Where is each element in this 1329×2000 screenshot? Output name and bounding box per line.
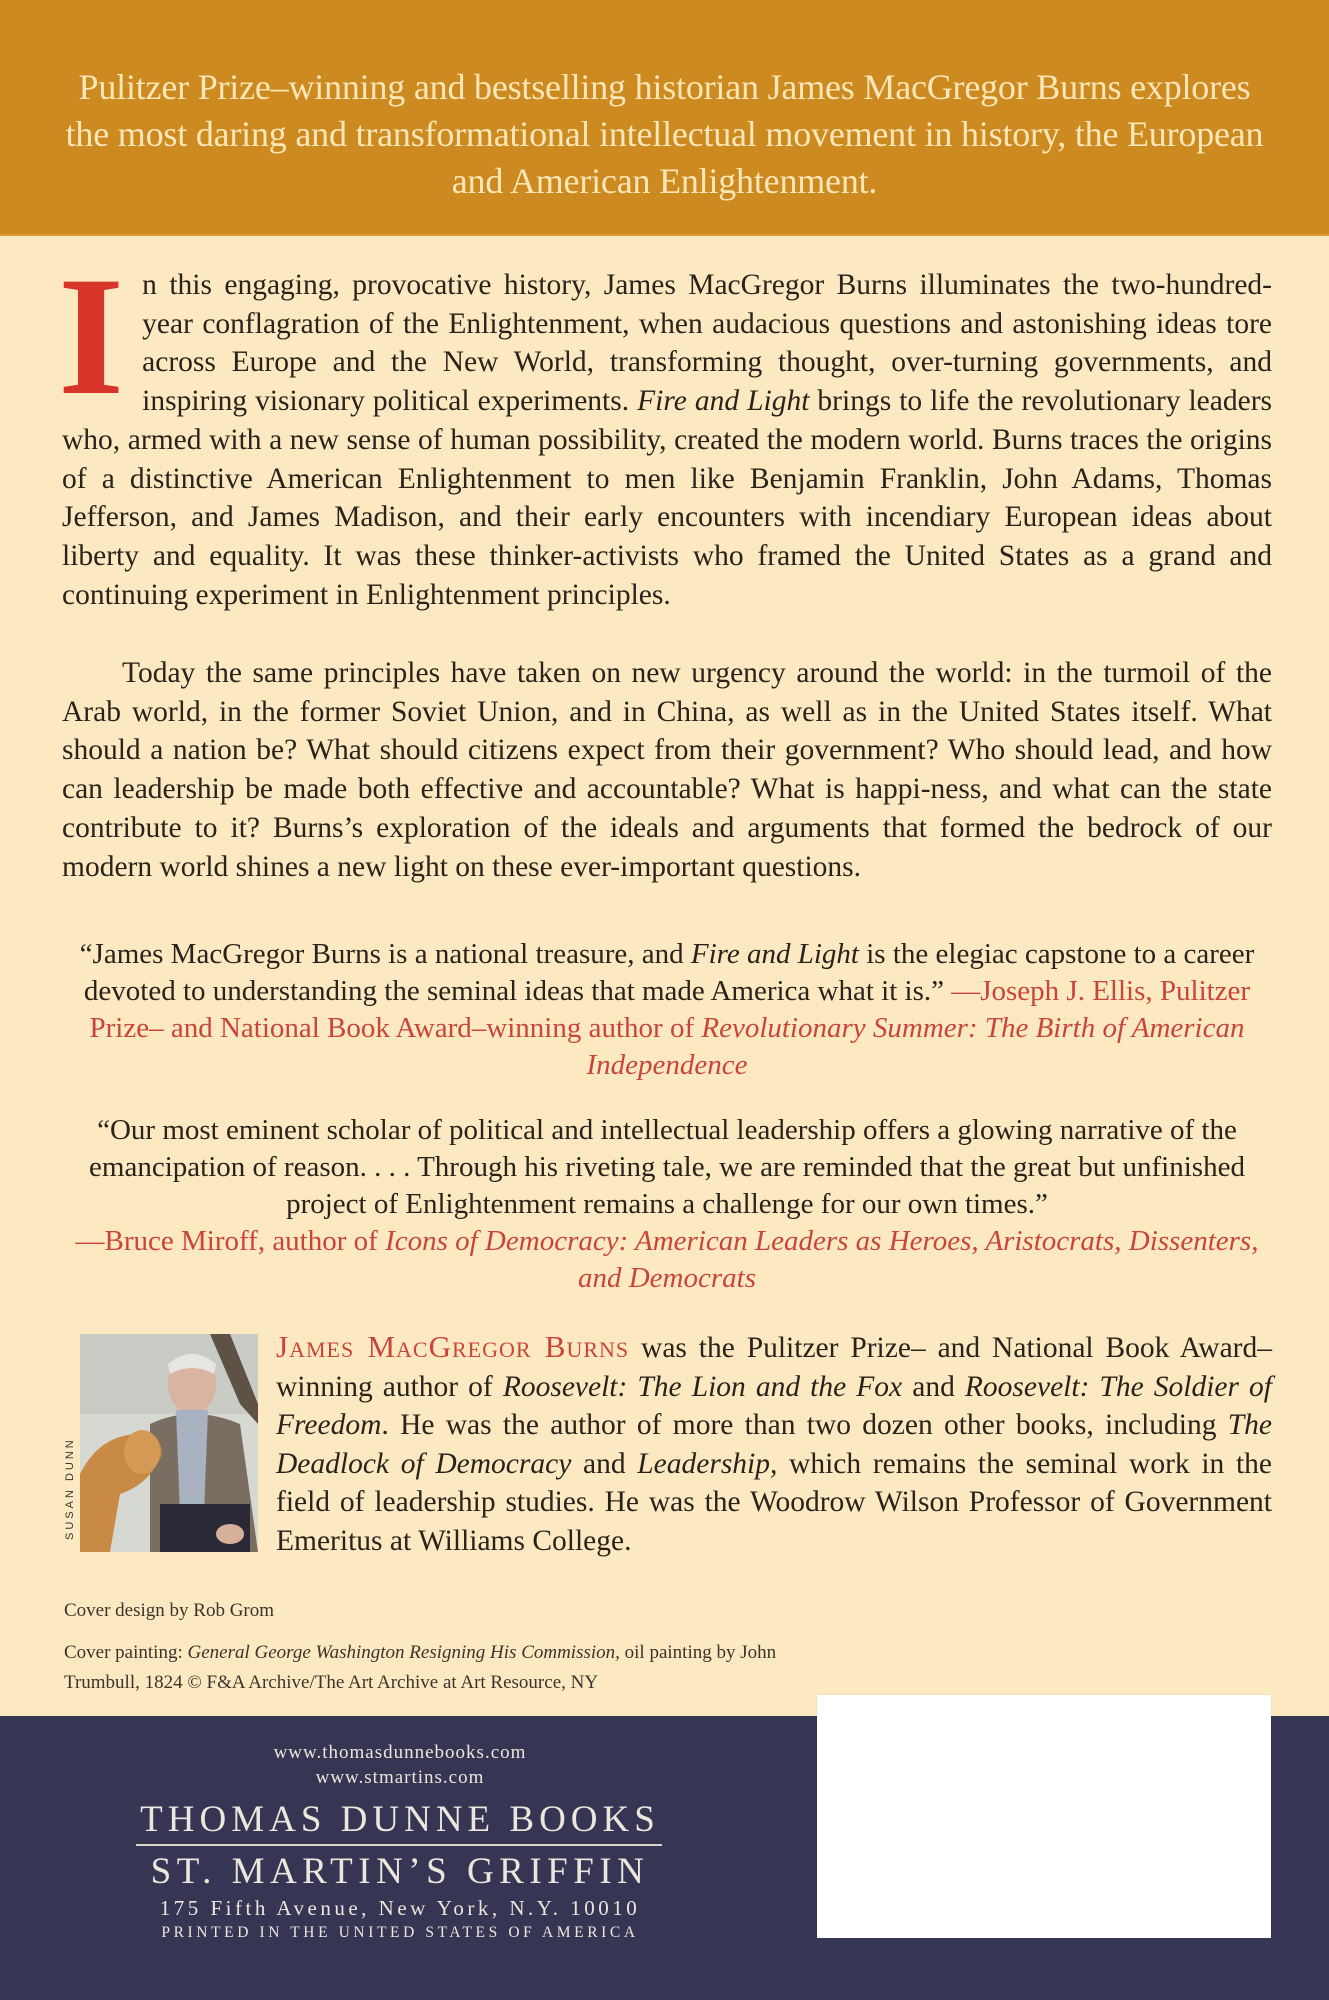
blurb-attribution: —Joseph J. Ellis, Pulitzer Prize– and National Book Award–winning author of xyxy=(89,975,1251,1044)
blurb-miroff: “Our most eminent scholar of political and intellectual leadership offers a glowing narrative of the emancipation of reason. . . . Through his riveting tale, we are reminded that the great but unfinished project of Enlightenment remains a challenge for our own times.” —Bruce Miroff, author of Icons of Democracy: American Leaders as Heroes, Aristocrats, Dissenters, and Democrats xyxy=(75,1114,1259,1294)
tagline-band xyxy=(0,0,1329,236)
blurb-attribution: —Bruce Miroff, author of xyxy=(75,1225,386,1257)
author-photo-image xyxy=(80,1334,258,1552)
blurb-ellis: “James MacGregor Burns is a national treasure, and Fire and Light is the elegiac capstone to a career devoted to understanding the seminal ideas that made America what it is.” —Joseph J. Ellis, Pulitzer Prize– and National Book Award–winning author of Revolutionary Summer: The Birth of American Independence xyxy=(79,938,1255,1081)
blurb-attribution-title: Revolutionary Summer: The Birth of American Independence xyxy=(586,1012,1245,1081)
drop-cap: I xyxy=(58,242,125,430)
publisher-address: 175 Fifth Avenue, New York, N.Y. 10010 xyxy=(159,1896,641,1920)
description-paragraph-2: Today the same principles have taken on new urgency around the world: in the turmoil of the Arab world, in the former Soviet Union, and in China, as well as in the United States itself. What should a nation be? What should citizens expect from their government? Who should lead, and how can leadership be made both effective and accountable? What is happi-ness, and what can the state contribute to it? Burns’s exploration of the ideals and arguments that formed the bedrock of our modern world shines a new light on these ever-important questions. xyxy=(62,657,1272,883)
blurb-attribution-title: Icons of Democracy: American Leaders as Heroes, Aristocrats, Dissenters, and Democrats xyxy=(385,1225,1259,1294)
publisher-urls xyxy=(120,1740,680,1790)
tagline-text: Pulitzer Prize–winning and bestselling historian James MacGregor Burns explores the most daring and transformational intellectual movement in history, the European and American Enlightenment. xyxy=(65,67,1264,201)
url-stmartins[interactable]: www.stmartins.com xyxy=(315,1767,485,1788)
imprint-divider xyxy=(136,1844,662,1846)
printed-in-usa: PRINTED IN THE UNITED STATES OF AMERICA xyxy=(161,1924,639,1941)
imprint-st-martins: ST. MARTIN’S GRIFFIN xyxy=(150,1851,650,1892)
cover-painting-credit: Cover painting: General George Washington Resigning His Commission, oil painting by John Trumbull, 1824 © F&A Archive/The Art Archive at Art Resource, NY xyxy=(64,1642,777,1693)
barcode-placeholder xyxy=(817,1695,1271,1938)
description-paragraph-1: In this engaging, provocative history, James MacGregor Burns illuminates the two-hundred-year conflagration of the Enlightenment, when audacious questions and astonishing ideas tore across Europe and the New World, transforming thought, over-turning governments, and inspiring visionary political experiments. Fire and Light brings to life the revolutionary leaders who, armed with a new sense of human possibility, created the modern world. Burns traces the origins of a distinctive American Enlightenment to men like Benjamin Franklin, John Adams, Thomas Jefferson, and James Madison, and their early encounters with incendiary European ideas about liberty and equality. It was these thinker-activists who framed the United States as a grand and continuing experiment in Enlightenment principles. xyxy=(58,242,1273,611)
author-photo xyxy=(80,1334,258,1552)
author-name: James MacGregor Burns xyxy=(276,1329,630,1364)
book-title: Fire and Light xyxy=(637,385,810,418)
cover-design-credit: Cover design by Rob Grom xyxy=(64,1600,275,1621)
url-thomasdunne[interactable]: www.thomasdunnebooks.com xyxy=(273,1742,527,1763)
imprint-thomas-dunne: THOMAS DUNNE BOOKS xyxy=(140,1799,660,1840)
author-bio: James MacGregor Burns was the Pulitzer Prize– and National Book Award–winning author of Roosevelt: The Lion and the Fox and Roosevelt: The Soldier of Freedom. He was the author of more than two dozen other books, including The Deadlock of Democracy and Leadership, which remains the seminal work in the field of leadership studies. He was the Woodrow Wilson Professor of Government Emeritus at Williams College. xyxy=(276,1329,1273,1557)
photo-credit: SUSAN DUNN xyxy=(64,1437,76,1540)
